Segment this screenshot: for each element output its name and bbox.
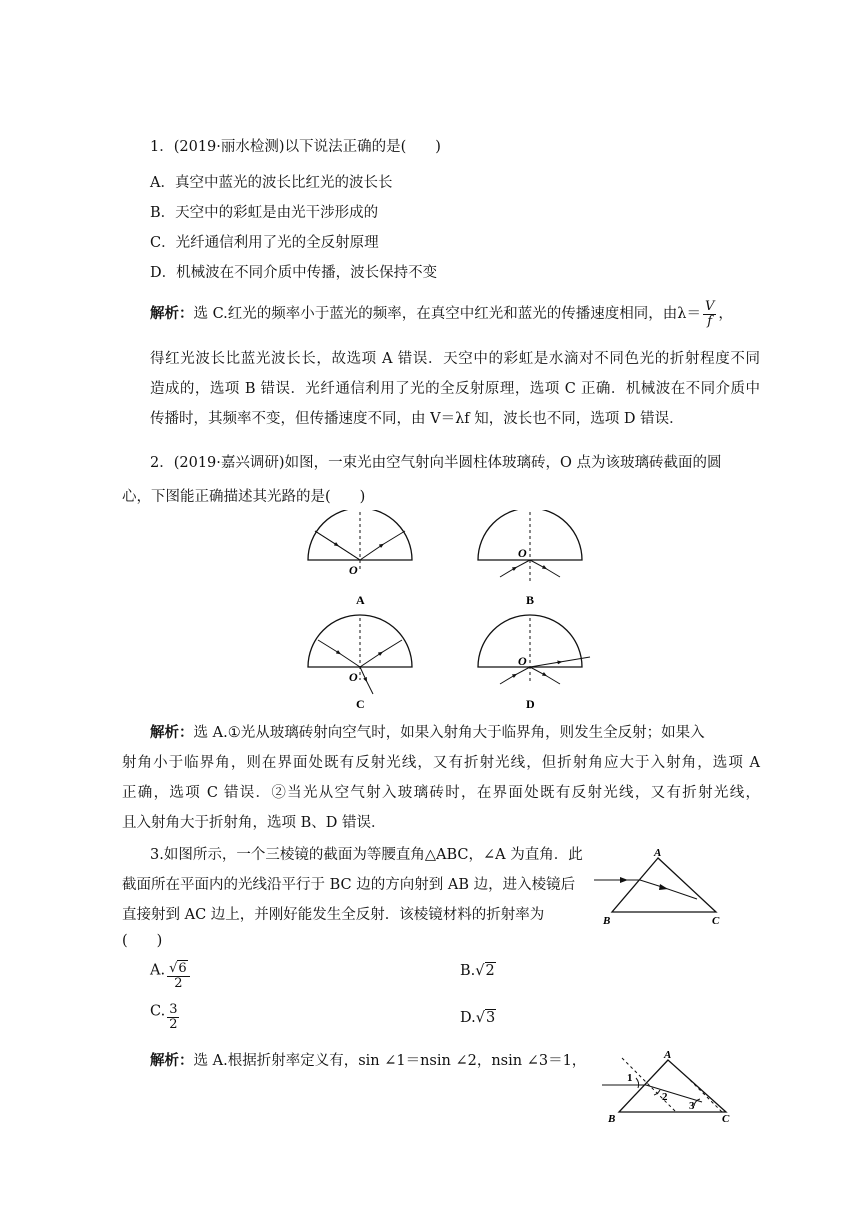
vertex-b: B xyxy=(603,915,611,927)
q3-analysis-figure xyxy=(596,1048,776,1128)
q1-analysis-line-1: 解析：选 C.红光的频率小于蓝光的频率，在真空中红光和蓝光的传播速度相同，由λ＝ $\frac{V}{f}$ ， xyxy=(150,299,733,329)
label-b: B xyxy=(526,593,535,607)
q1-stem: 1．(2019·丽水检测)以下说法正确的是( ) xyxy=(150,139,441,155)
semicircle-d xyxy=(478,615,582,667)
point-o-a: O xyxy=(349,563,358,577)
q2-analysis-line-4: 且入射角大于折射角，选项 B、D 错误． xyxy=(122,815,386,831)
label-c: C xyxy=(356,697,365,710)
vertex-a: A xyxy=(654,847,662,859)
q1-analysis-line-3: 造成的，选项 B 错误．光纤通信利用了光的全反射原理，选项 C 正确．机械波在不同介质中 xyxy=(150,381,760,397)
q2-diagram-c xyxy=(308,615,412,710)
prism-triangle xyxy=(612,858,716,912)
q3-analysis-line-1: 解析：选 A.根据折射率定义有，sin ∠1＝nsin ∠2，nsin ∠3＝1， xyxy=(150,1052,587,1069)
normal-ac xyxy=(690,1080,722,1112)
semicircle-a xyxy=(308,510,412,560)
q3-option-d: D.√3 xyxy=(460,1010,496,1026)
q1-option-b: B．天空中的彩虹是由光干涉形成的 xyxy=(150,205,379,221)
q1-analysis-line-2: 得红光波长比蓝光波长长，故选项 A 错误．天空中的彩虹是水滴对不同色光的折射程度不同 xyxy=(150,351,760,367)
q1-option-d: D．机械波在不同介质中传播，波长保持不变 xyxy=(150,265,438,281)
angle-3: 3 xyxy=(689,1100,695,1112)
q3-stem-line-2: 截面所在平面内的光线沿平行于 BC 边的方向射到 AB 边，进入棱镜后 xyxy=(122,877,576,893)
q2-diagram-b xyxy=(478,510,582,607)
q2-analysis-line-2: 射角小于临界角，则在界面处既有反射光线，又有折射光线，但折射角应大于入射角，选项 A xyxy=(122,755,760,771)
q1-source: 丽水检测 xyxy=(220,139,279,155)
q1-option-a: A．真空中蓝光的波长比红光的波长长 xyxy=(150,175,393,191)
q2-source: 嘉兴调研 xyxy=(220,455,279,471)
semicircle-b xyxy=(478,510,582,560)
vertex-b2: B xyxy=(608,1113,616,1125)
label-d: D xyxy=(526,697,535,710)
q1-analysis-line-4: 传播时，其频率不变，但传播速度不同，由 V＝λf 知，波长也不同，选项 D 错误． xyxy=(150,411,684,427)
analysis-triangle xyxy=(619,1060,726,1112)
semicircle-c xyxy=(308,615,412,667)
q2-figure xyxy=(0,510,860,710)
q2-analysis-line-3: 正确，选项 C 错误．②当光从空气射入玻璃砖时，在界面处既有反射光线，又有折射光线， xyxy=(122,785,760,801)
vertex-c: C xyxy=(712,915,720,927)
point-o-c: O xyxy=(349,670,358,684)
point-o-d: O xyxy=(518,654,527,668)
vertex-c2: C xyxy=(722,1113,730,1125)
q2-stem-line-2: 心，下图能正确描述其光路的是( ) xyxy=(122,489,366,505)
label-a: A xyxy=(356,593,365,607)
q2-diagram-d xyxy=(478,615,590,710)
q2-analysis-line-1: 解析：选 A.①光从玻璃砖射向空气时，如果入射角大于临界角，则发生全反射；如果入 xyxy=(150,724,705,741)
angle-1: 1 xyxy=(627,1072,633,1084)
q3-option-c: C. $\frac{3}{2}$ xyxy=(150,1002,178,1032)
q3-prism-figure xyxy=(590,845,770,935)
q2-diagram-a xyxy=(308,510,412,607)
q3-option-a: A. $\frac{√6}{2}$ xyxy=(150,962,192,990)
q1-option-c: C．光纤通信利用了光的全反射原理 xyxy=(150,235,379,251)
q3-option-b: B.√2 xyxy=(460,963,495,979)
angle-2: 2 xyxy=(662,1091,668,1103)
q2-stem-line-1: 2．(2019·嘉兴调研)如图，一束光由空气射向半圆柱体玻璃砖，O 点为该玻璃砖截面的圆 xyxy=(150,455,722,471)
q3-stem-line-4: ( ) xyxy=(122,933,163,949)
vertex-a2: A xyxy=(664,1049,672,1061)
q3-stem-line-3: 直接射到 AC 边上，并刚好能发生全反射．该棱镜材料的折射率为 xyxy=(122,907,545,923)
q1-fraction-v-f: $\frac{V}{f}$ xyxy=(704,299,715,329)
point-o-b: O xyxy=(518,546,527,560)
q3-stem-line-1: 3.如图所示，一个三棱镜的截面为等腰直角△ABC，∠A 为直角．此 xyxy=(150,847,583,863)
